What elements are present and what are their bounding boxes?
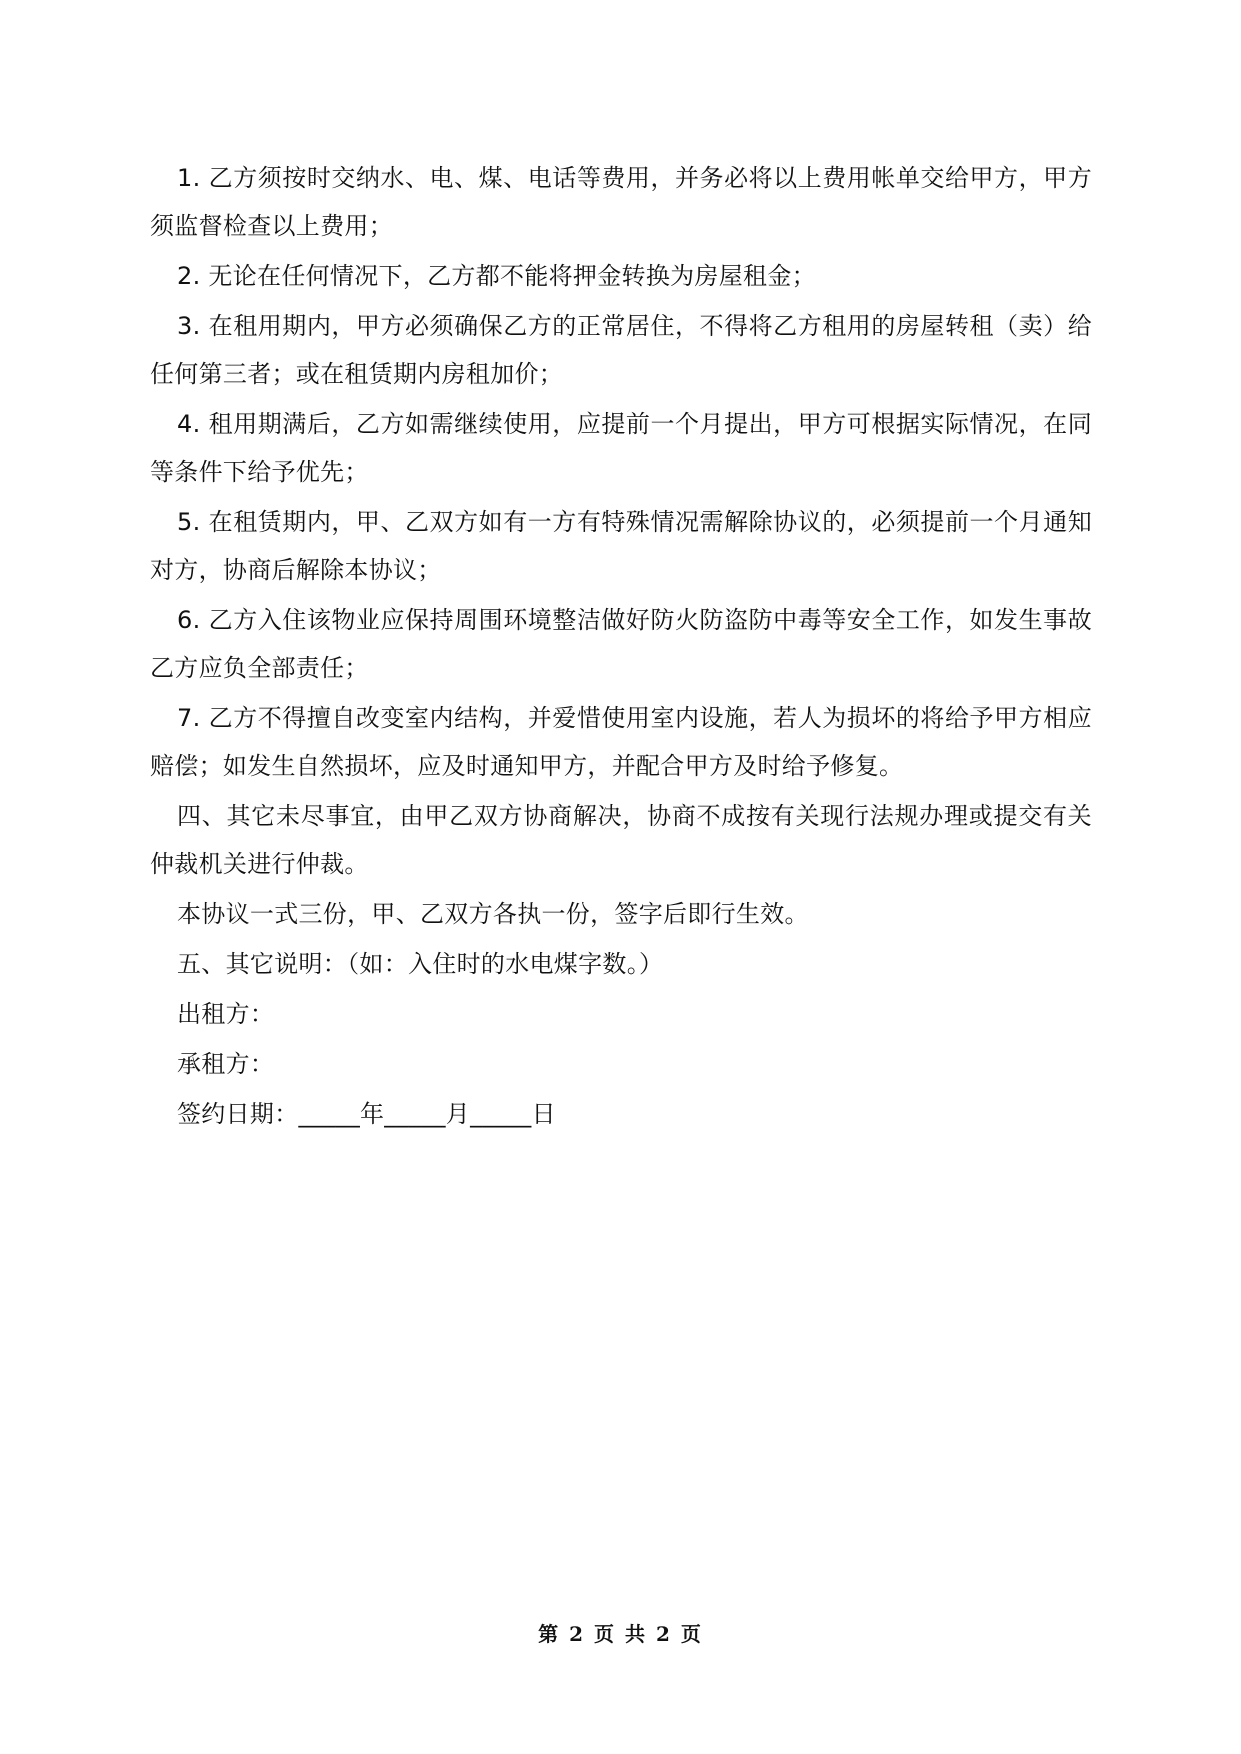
copies-statement: 本协议一式三份，甲、乙双方各执一份，签字后即行生效。 (177, 900, 809, 928)
signing-date-line: 签约日期：_____年_____月_____日 (177, 1100, 556, 1128)
clause-7: 7. 乙方不得擅自改变室内结构，并爱惜使用室内设施，若人为损坏的将给予甲方相应赔偿；如发生自然损坏，应及时通知甲方，并配合甲方及时给予修复。 (150, 704, 1092, 780)
lessor-signature-line: 出租方： (177, 1000, 275, 1028)
clause-3: 3. 在租用期内，甲方必须确保乙方的正常居住，不得将乙方租用的房屋转租（卖）给任何第三者；或在租赁期内房租加价； (150, 312, 1092, 388)
page-number: 第 2 页 共 2 页 (538, 1622, 703, 1646)
page-footer (0, 1618, 1241, 1647)
clause-6: 6. 乙方入住该物业应保持周围环境整洁做好防火防盗防中毒等安全工作，如发生事故乙方应负全部责任； (150, 606, 1092, 682)
clause-4: 4. 租用期满后，乙方如需继续使用，应提前一个月提出，甲方可根据实际情况，在同等条件下给予优先； (150, 410, 1092, 486)
section-other-notes: 五、其它说明：（如：入住时的水电煤字数。） (177, 950, 664, 978)
document-body (150, 154, 1092, 1138)
section-other-matters: 四、其它未尽事宜，由甲乙双方协商解决，协商不成按有关现行法规办理或提交有关仲裁机关进行仲裁。 (150, 802, 1092, 878)
clause-2: 2. 无论在任何情况下，乙方都不能将押金转换为房屋租金； (177, 262, 816, 290)
lessee-signature-line: 承租方： (177, 1050, 275, 1078)
clause-1: 1. 乙方须按时交纳水、电、煤、电话等费用，并务必将以上费用帐单交给甲方，甲方须监督检查以上费用； (150, 164, 1092, 240)
clause-5: 5. 在租赁期内，甲、乙双方如有一方有特殊情况需解除协议的，必须提前一个月通知对方，协商后解除本协议； (150, 508, 1092, 584)
